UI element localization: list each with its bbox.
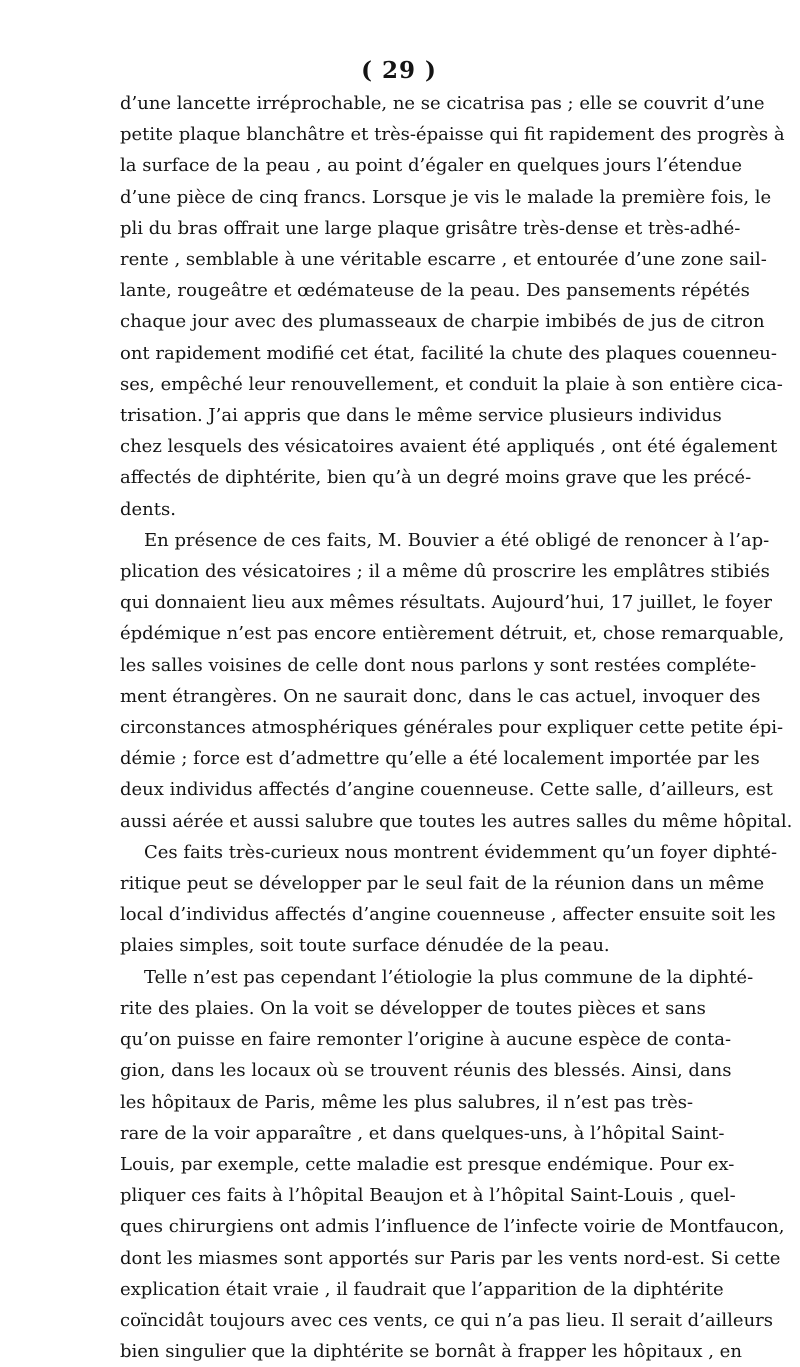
paragraph [120,525,793,837]
text-line: les hôpitaux de Paris, même les plus salubres, il n’est pas très- [120,1091,694,1113]
text-line: plication des vésicatoires ; il a même dû proscrire les emplâtres stibiés [120,561,770,583]
text-line: bien singulier que la diphtérite se bornât à frapper les hôpitaux , en [120,1341,742,1363]
paragraph [120,962,785,1367]
text-line: dents. [120,498,176,520]
text-line: la surface de la peau , au point d’égaler en quelques jours l’étendue [120,155,743,177]
text-line: qu’on puisse en faire remonter l’origine à aucune espèce de conta- [120,1029,732,1051]
document-page [120,56,793,1363]
text-line: En présence de ces faits, M. Bouvier a été obligé de renoncer à l’ap- [144,529,770,551]
body-text [120,88,793,1367]
text-line: local d’individus affectés d’angine couenneuse , affecter ensuite soit les [120,904,776,926]
text-line: pliquer ces faits à l’hôpital Beaujon et à l’hôpital Saint-Louis , quel- [120,1185,736,1207]
text-line: ques chirurgiens ont admis l’influence de l’infecte voirie de Montfaucon, [120,1216,785,1238]
page-number: ( 29 ) [361,57,437,84]
text-line: rente , semblable à une véritable escarre , et entourée d’une zone sail- [120,249,767,271]
text-line: ont rapidement modifié cet état, facilité la chute des plaques couenneu- [120,342,777,364]
text-line: qui donnaient lieu aux mêmes résultats. Aujourd’hui, 17 juillet, le foyer [120,592,772,614]
text-line: rite des plaies. On la voit se développer de toutes pièces et sans [120,997,706,1019]
text-line: ritique peut se développer par le seul fait de la réunion dans un même [120,873,765,895]
text-line: coïncidât toujours avec ces vents, ce qui n’a pas lieu. Il serait d’ailleurs [120,1309,774,1331]
text-line: ses, empêché leur renouvellement, et conduit la plaie à son entière cica- [120,373,783,395]
text-line: gion, dans les locaux où se trouvent réunis des blessés. Ainsi, dans [120,1060,732,1082]
text-line: Ces faits très-curieux nous montrent évidemment qu’un foyer diphté- [144,841,778,863]
text-line: chaque jour avec des plumasseaux de charpie imbibés de jus de citron [120,311,765,333]
text-line: rare de la voir apparaître , et dans quelques-uns, à l’hôpital Saint- [120,1122,725,1144]
text-line: d’une pièce de cinq francs. Lorsque je vis le malade la première fois, le [120,186,772,208]
text-line: d’une lancette irréprochable, ne se cicatrisa pas ; elle se couvrit d’une [120,93,765,114]
text-line: plaies simples, soit toute surface dénudée de la peau. [120,935,610,957]
text-line: aussi aérée et aussi salubre que toutes les autres salles du même hôpital. [120,810,793,832]
text-line: trisation. J’ai appris que dans le même service plusieurs individus [120,405,722,427]
text-line: deux individus affectés d’angine couenneuse. Cette salle, d’ailleurs, est [120,779,773,801]
text-line: dont les miasmes sont apportés sur Paris par les vents nord-est. Si cette [120,1247,781,1269]
text-line: Telle n’est pas cependant l’étiologie la plus commune de la diphté- [144,966,754,988]
text-line: chez lesquels des vésicatoires avaient été appliqués , ont été également [120,436,778,458]
text-line: épdémique n’est pas encore entièrement détruit, et, chose remarquable, [120,623,785,645]
paragraph [120,88,785,525]
text-line: affectés de diphtérite, bien qu’à un degré moins grave que les précé- [120,467,752,489]
text-line: Louis, par exemple, cette maladie est presque endémique. Pour ex- [120,1153,735,1175]
paragraph [120,837,778,962]
text-line: explication était vraie , il faudrait que l’apparition de la diphtérite [120,1278,724,1300]
text-line: circonstances atmosphériques générales pour expliquer cette petite épi- [120,717,784,739]
text-line: démie ; force est d’admettre qu’elle a été localement importée par les [120,748,760,770]
text-line: ment étrangères. On ne saurait donc, dans le cas actuel, invoquer des [120,685,761,707]
text-line: pli du bras offrait une large plaque grisâtre très-dense et très-adhé- [120,217,741,239]
text-line: les salles voisines de celle dont nous parlons y sont restées compléte- [120,654,757,676]
text-line: petite plaque blanchâtre et très-épaisse qui fit rapidement des progrès à [120,124,785,146]
text-line: lante, rougeâtre et œdémateuse de la peau. Des pansements répétés [120,280,750,302]
